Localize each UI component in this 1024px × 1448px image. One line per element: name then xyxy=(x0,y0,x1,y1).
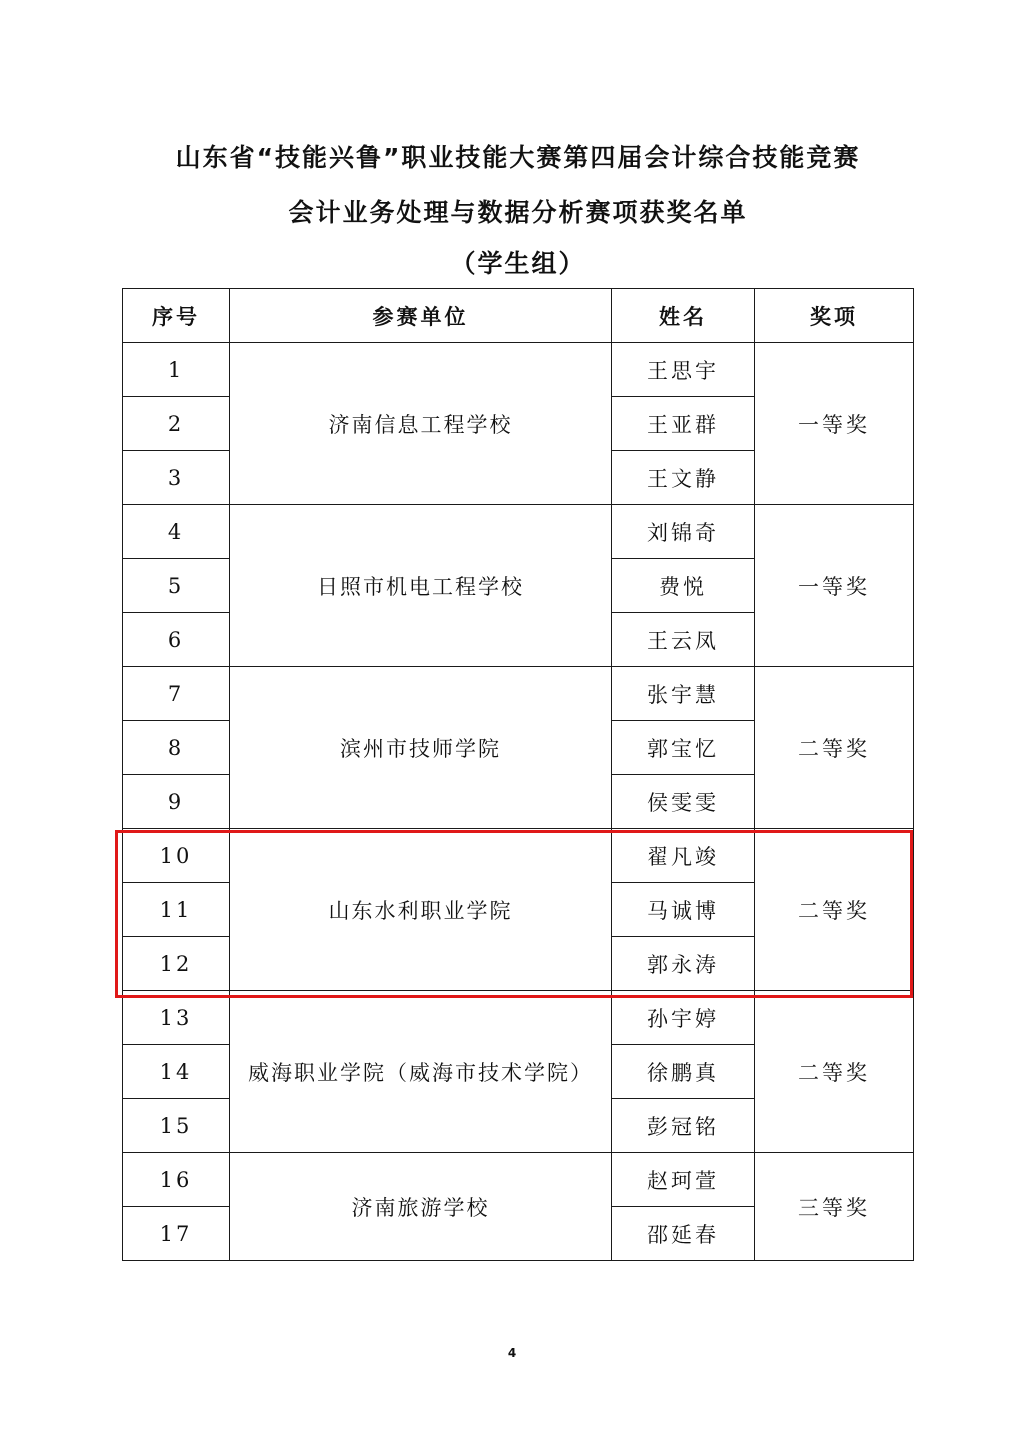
row-no: 2 xyxy=(123,397,230,451)
row-name: 孙宇婷 xyxy=(612,991,755,1045)
table-row xyxy=(123,829,914,883)
row-name: 马诚博 xyxy=(612,883,755,937)
row-no: 6 xyxy=(123,613,230,667)
table-row xyxy=(123,505,914,559)
row-name: 翟凡竣 xyxy=(612,829,755,883)
row-no: 17 xyxy=(123,1207,230,1261)
row-name: 王云凤 xyxy=(612,613,755,667)
document-title-line-1: 山东省“技能兴鲁”职业技能大赛第四届会计综合技能竞赛 xyxy=(175,143,861,172)
header-name: 姓名 xyxy=(612,289,755,343)
table-row xyxy=(123,1153,914,1207)
row-no: 1 xyxy=(123,343,230,397)
row-no: 5 xyxy=(123,559,230,613)
award-cell: 一等奖 xyxy=(755,343,914,505)
unit-cell: 济南信息工程学校 xyxy=(230,343,612,505)
row-name: 侯雯雯 xyxy=(612,775,755,829)
header-award: 奖项 xyxy=(755,289,914,343)
row-name: 邵延春 xyxy=(612,1207,755,1261)
award-cell: 二等奖 xyxy=(755,991,914,1153)
row-name: 刘锦奇 xyxy=(612,505,755,559)
document-title-line-2: 会计业务处理与数据分析赛项获奖名单 xyxy=(288,198,748,227)
row-no: 3 xyxy=(123,451,230,505)
document-title-line-3: （学生组） xyxy=(450,249,586,278)
unit-cell: 威海职业学院（威海市技术学院） xyxy=(230,991,612,1153)
unit-cell: 济南旅游学校 xyxy=(230,1153,612,1261)
row-name: 王亚群 xyxy=(612,397,755,451)
unit-cell: 滨州市技师学院 xyxy=(230,667,612,829)
table-row xyxy=(123,667,914,721)
row-name: 费悦 xyxy=(612,559,755,613)
row-no: 16 xyxy=(123,1153,230,1207)
row-name: 郭永涛 xyxy=(612,937,755,991)
unit-cell: 山东水利职业学院 xyxy=(230,829,612,991)
page-number: 4 xyxy=(507,1346,517,1360)
unit-cell: 日照市机电工程学校 xyxy=(230,505,612,667)
awards-table xyxy=(122,288,914,1261)
row-name: 郭宝忆 xyxy=(612,721,755,775)
row-name: 王文静 xyxy=(612,451,755,505)
row-no: 7 xyxy=(123,667,230,721)
table-row xyxy=(123,343,914,397)
row-name: 赵珂萱 xyxy=(612,1153,755,1207)
row-name: 徐鹏真 xyxy=(612,1045,755,1099)
row-no: 15 xyxy=(123,1099,230,1153)
row-name: 张宇慧 xyxy=(612,667,755,721)
header-unit: 参赛单位 xyxy=(230,289,612,343)
row-no: 12 xyxy=(123,937,230,991)
award-cell: 三等奖 xyxy=(755,1153,914,1261)
header-no: 序号 xyxy=(123,289,230,343)
row-no: 11 xyxy=(123,883,230,937)
award-cell: 二等奖 xyxy=(755,667,914,829)
award-cell: 二等奖 xyxy=(755,829,914,991)
table-row xyxy=(123,991,914,1045)
row-name: 王思宇 xyxy=(612,343,755,397)
row-no: 14 xyxy=(123,1045,230,1099)
table-header-row xyxy=(123,289,914,343)
row-no: 9 xyxy=(123,775,230,829)
award-cell: 一等奖 xyxy=(755,505,914,667)
row-no: 13 xyxy=(123,991,230,1045)
row-no: 8 xyxy=(123,721,230,775)
row-name: 彭冠铭 xyxy=(612,1099,755,1153)
row-no: 4 xyxy=(123,505,230,559)
row-no: 10 xyxy=(123,829,230,883)
